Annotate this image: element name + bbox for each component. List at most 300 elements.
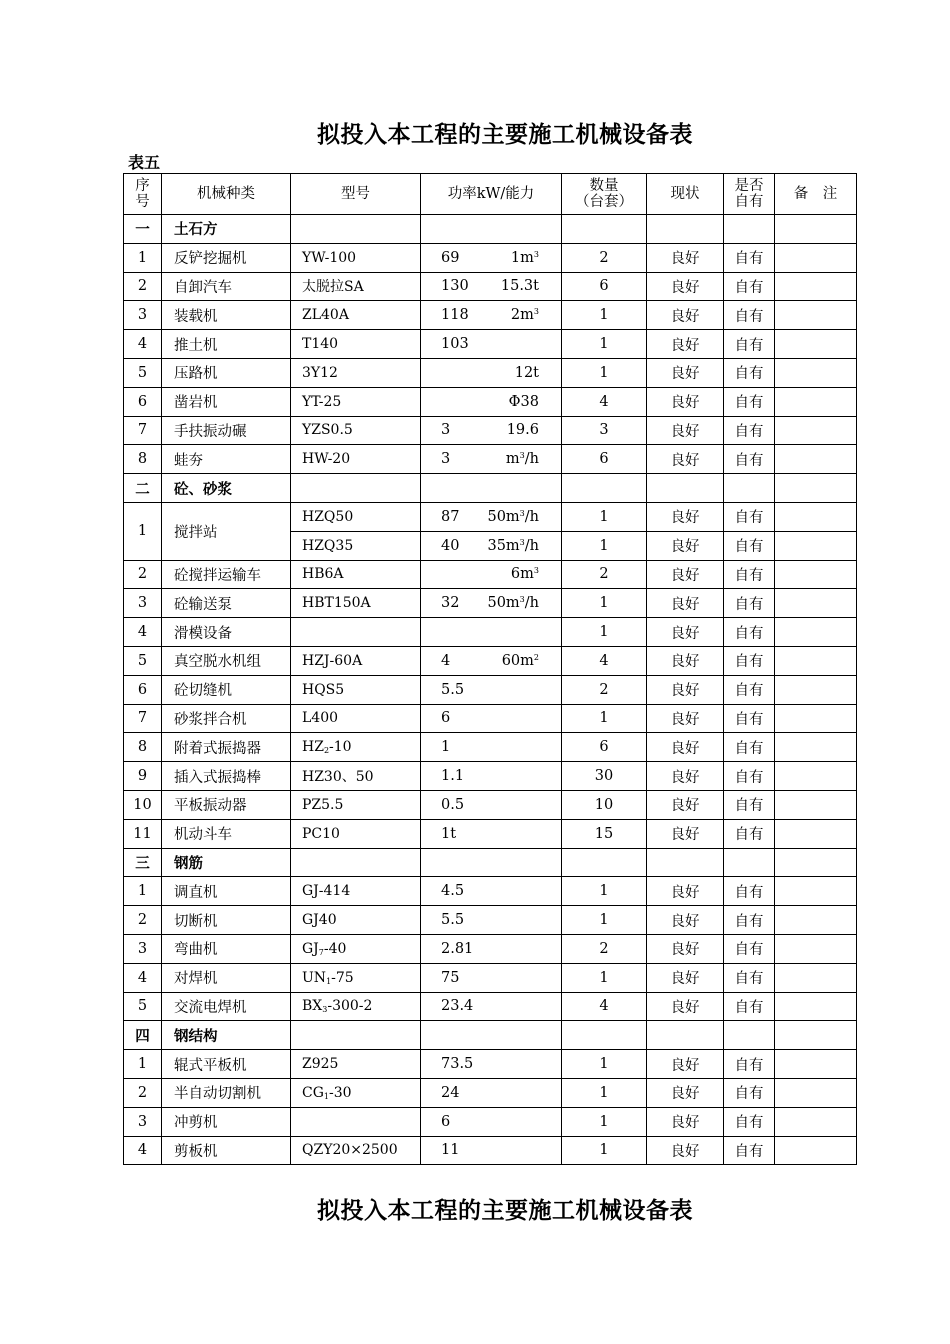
- machine-model: YW-100: [291, 243, 421, 272]
- power-capacity: [421, 877, 562, 906]
- machine-type: 搅拌站: [162, 502, 291, 560]
- header-owned: 是否 自有: [724, 174, 775, 215]
- remark: [775, 877, 857, 906]
- quantity: 3: [562, 416, 647, 445]
- ownership: 自有: [724, 934, 775, 963]
- condition: 良好: [647, 762, 724, 791]
- condition: 良好: [647, 243, 724, 272]
- section-seq: 三: [124, 848, 162, 877]
- empty-cell: [724, 848, 775, 877]
- power-value: 4.5: [441, 883, 465, 900]
- power-value: 118: [441, 307, 469, 324]
- remark: [775, 560, 857, 589]
- quantity: 4: [562, 387, 647, 416]
- power-value: 24: [441, 1084, 460, 1101]
- machine-model: YT-25: [291, 387, 421, 416]
- quantity: 1: [562, 704, 647, 733]
- ownership: 自有: [724, 733, 775, 762]
- machine-type: 砂浆拌合机: [162, 704, 291, 733]
- row-seq: 11: [124, 819, 162, 848]
- power-value: 5.5: [441, 912, 465, 929]
- table-row: [124, 502, 857, 531]
- table-row: [124, 272, 857, 301]
- machine-type: 平板振动器: [162, 790, 291, 819]
- table-row: [124, 445, 857, 474]
- remark: [775, 272, 857, 301]
- section-name: 土石方: [162, 215, 291, 244]
- condition: 良好: [647, 531, 724, 560]
- machine-type: 砼输送泵: [162, 589, 291, 618]
- row-seq: 9: [124, 762, 162, 791]
- machine-type: 机动斗车: [162, 819, 291, 848]
- machine-type: 砼切缝机: [162, 675, 291, 704]
- condition: 良好: [647, 1107, 724, 1136]
- remark: [775, 646, 857, 675]
- ownership: 自有: [724, 358, 775, 387]
- ownership: 自有: [724, 819, 775, 848]
- capacity-value: $50m^3/h$: [487, 595, 539, 612]
- machine-type: 调直机: [162, 877, 291, 906]
- table-row: [124, 1136, 857, 1165]
- machine-model: Z925: [291, 1050, 421, 1079]
- row-seq: 8: [124, 445, 162, 474]
- table-row: [124, 1078, 857, 1107]
- table-row: [124, 589, 857, 618]
- machine-model: $BX_3-300-2$: [291, 992, 421, 1021]
- remark: [775, 819, 857, 848]
- power-capacity: [421, 531, 562, 560]
- capacity-value: $1m^3$: [510, 249, 539, 266]
- power-value: 40: [441, 537, 460, 554]
- condition: 良好: [647, 272, 724, 301]
- power-capacity: [421, 934, 562, 963]
- power-value: 73.5: [441, 1056, 474, 1072]
- machine-model: ZL40A: [291, 301, 421, 330]
- row-seq: 5: [124, 992, 162, 1021]
- condition: 良好: [647, 560, 724, 589]
- remark: [775, 906, 857, 935]
- power-value: 3: [441, 451, 451, 468]
- capacity-value: 15.3t: [500, 278, 539, 295]
- power-value: 69: [441, 249, 460, 266]
- empty-cell: [421, 848, 562, 877]
- quantity: 2: [562, 560, 647, 589]
- power-value: 3: [441, 422, 451, 439]
- condition: 良好: [647, 934, 724, 963]
- power-capacity: [421, 618, 562, 647]
- power-capacity: [421, 762, 562, 791]
- power-capacity: [421, 358, 562, 387]
- row-seq: 7: [124, 704, 162, 733]
- power-value: 32: [441, 595, 460, 612]
- condition: 良好: [647, 906, 724, 935]
- machine-model: $CG_1-30$: [291, 1078, 421, 1107]
- remark: [775, 1050, 857, 1079]
- row-seq: 3: [124, 1107, 162, 1136]
- table-row: [124, 733, 857, 762]
- machine-type: 剪板机: [162, 1136, 291, 1165]
- power-value: 103: [441, 336, 469, 353]
- machine-type: 滑模设备: [162, 618, 291, 647]
- remark: [775, 733, 857, 762]
- power-capacity: [421, 675, 562, 704]
- power-value: 0.5: [441, 796, 465, 813]
- section-name: 砼、砂浆: [162, 474, 291, 503]
- row-seq: 4: [124, 963, 162, 992]
- empty-cell: [562, 848, 647, 877]
- power-capacity: [421, 330, 562, 359]
- machine-type: 凿岩机: [162, 387, 291, 416]
- quantity: 2: [562, 243, 647, 272]
- remark: [775, 790, 857, 819]
- quantity: 4: [562, 992, 647, 1021]
- machine-model: YZS0.5: [291, 416, 421, 445]
- machine-type: 反铲挖掘机: [162, 243, 291, 272]
- machine-type: 自卸汽车: [162, 272, 291, 301]
- machine-type: 弯曲机: [162, 934, 291, 963]
- machine-model: HZQ50: [291, 502, 421, 531]
- capacity-value: 12t: [514, 364, 539, 381]
- table-row: [124, 243, 857, 272]
- empty-cell: [724, 1021, 775, 1050]
- row-seq: 4: [124, 1136, 162, 1165]
- condition: 良好: [647, 1050, 724, 1079]
- table-row: [124, 790, 857, 819]
- condition: 良好: [647, 502, 724, 531]
- empty-cell: [291, 848, 421, 877]
- ownership: 自有: [724, 877, 775, 906]
- condition: 良好: [647, 877, 724, 906]
- quantity: 1: [562, 618, 647, 647]
- table-row: [124, 963, 857, 992]
- ownership: 自有: [724, 790, 775, 819]
- condition: 良好: [647, 704, 724, 733]
- empty-cell: [775, 474, 857, 503]
- quantity: 10: [562, 790, 647, 819]
- power-capacity: [421, 704, 562, 733]
- remark: [775, 1107, 857, 1136]
- remark: [775, 301, 857, 330]
- empty-cell: [775, 848, 857, 877]
- remark: [775, 1078, 857, 1107]
- quantity: 1: [562, 502, 647, 531]
- quantity: 6: [562, 445, 647, 474]
- row-seq: 1: [124, 877, 162, 906]
- ownership: 自有: [724, 445, 775, 474]
- ownership: 自有: [724, 675, 775, 704]
- machine-type: 装载机: [162, 301, 291, 330]
- capacity-value: $60m^2$: [501, 652, 539, 669]
- row-seq: 5: [124, 358, 162, 387]
- condition: 良好: [647, 589, 724, 618]
- remark: [775, 416, 857, 445]
- empty-cell: [775, 215, 857, 244]
- remark: [775, 675, 857, 704]
- power-capacity: [421, 445, 562, 474]
- power-value: 11: [441, 1142, 460, 1159]
- machine-type: 交流电焊机: [162, 992, 291, 1021]
- power-capacity: [421, 1050, 562, 1079]
- capacity-value: $6m^3$: [510, 566, 539, 583]
- quantity: 1: [562, 531, 647, 560]
- table-row: [124, 387, 857, 416]
- condition: 良好: [647, 445, 724, 474]
- power-capacity: [421, 387, 562, 416]
- row-seq: 2: [124, 906, 162, 935]
- ownership: 自有: [724, 963, 775, 992]
- machine-type: 蛙夯: [162, 445, 291, 474]
- machine-model: 3Y12: [291, 358, 421, 387]
- empty-cell: [724, 215, 775, 244]
- table-row: [124, 906, 857, 935]
- table-row: [124, 618, 857, 647]
- table-label: 表五: [128, 153, 161, 172]
- ownership: 自有: [724, 502, 775, 531]
- remark: [775, 992, 857, 1021]
- empty-cell: [291, 1021, 421, 1050]
- remark: [775, 502, 857, 531]
- header-remark: 备 注: [775, 174, 857, 215]
- table-row: [124, 301, 857, 330]
- power-capacity: [421, 416, 562, 445]
- power-capacity: [421, 243, 562, 272]
- empty-cell: [775, 1021, 857, 1050]
- quantity: 1: [562, 877, 647, 906]
- power-capacity: [421, 992, 562, 1021]
- machine-model: T140: [291, 330, 421, 359]
- machine-model: L400: [291, 704, 421, 733]
- remark: [775, 330, 857, 359]
- table-row: [124, 330, 857, 359]
- machine-type: 推土机: [162, 330, 291, 359]
- condition: 良好: [647, 733, 724, 762]
- remark: [775, 589, 857, 618]
- remark: [775, 531, 857, 560]
- power-capacity: [421, 646, 562, 675]
- table-row: [124, 819, 857, 848]
- section-name: 钢筋: [162, 848, 291, 877]
- remark: [775, 1136, 857, 1165]
- condition: 良好: [647, 1136, 724, 1165]
- row-seq: 2: [124, 272, 162, 301]
- quantity: 1: [562, 1078, 647, 1107]
- machine-type: 砼搅拌运输车: [162, 560, 291, 589]
- row-seq: 3: [124, 301, 162, 330]
- row-seq: 4: [124, 330, 162, 359]
- power-value: 6: [441, 1113, 451, 1130]
- table-row: [124, 416, 857, 445]
- header-seq: 序 号: [124, 174, 162, 215]
- power-capacity: [421, 589, 562, 618]
- machine-type: 对焊机: [162, 963, 291, 992]
- row-seq: 4: [124, 618, 162, 647]
- row-seq: 1: [124, 502, 162, 560]
- machine-model: $HZ_2-10$: [291, 733, 421, 762]
- equipment-table: [123, 173, 857, 1165]
- section-name: 钢结构: [162, 1021, 291, 1050]
- ownership: 自有: [724, 618, 775, 647]
- condition: 良好: [647, 646, 724, 675]
- table-row: [124, 762, 857, 791]
- power-capacity: [421, 1136, 562, 1165]
- capacity-value: Φ38: [508, 393, 539, 410]
- condition: 良好: [647, 790, 724, 819]
- machine-model: PZ5.5: [291, 790, 421, 819]
- power-value: 4: [441, 652, 451, 669]
- ownership: 自有: [724, 531, 775, 560]
- ownership: 自有: [724, 387, 775, 416]
- machine-type: 附着式振捣器: [162, 733, 291, 762]
- quantity: 4: [562, 646, 647, 675]
- power-capacity: [421, 963, 562, 992]
- table-header-row: [124, 174, 857, 215]
- row-seq: 2: [124, 560, 162, 589]
- machine-model: $UN_1-75$: [291, 963, 421, 992]
- condition: 良好: [647, 330, 724, 359]
- quantity: 1: [562, 301, 647, 330]
- row-seq: 5: [124, 646, 162, 675]
- machine-type: 压路机: [162, 358, 291, 387]
- table-row: [124, 1107, 857, 1136]
- row-seq: 8: [124, 733, 162, 762]
- empty-cell: [291, 474, 421, 503]
- machine-model: HQS5: [291, 675, 421, 704]
- capacity-value: $35m^3/h$: [487, 537, 539, 554]
- power-capacity: [421, 906, 562, 935]
- capacity-value: $50m^3/h$: [487, 508, 539, 525]
- quantity: 2: [562, 675, 647, 704]
- ownership: 自有: [724, 704, 775, 733]
- power-capacity: [421, 272, 562, 301]
- ownership: 自有: [724, 330, 775, 359]
- machine-model: HZQ35: [291, 531, 421, 560]
- machine-type: 切断机: [162, 906, 291, 935]
- power-capacity: [421, 819, 562, 848]
- power-value: 1.1: [441, 768, 465, 785]
- header-qty: 数量 （台套）: [562, 174, 647, 215]
- section-row: [124, 1021, 857, 1050]
- table-row: [124, 560, 857, 589]
- quantity: 2: [562, 934, 647, 963]
- quantity: 1: [562, 1136, 647, 1165]
- ownership: 自有: [724, 906, 775, 935]
- machine-model: $GJ_7-40$: [291, 934, 421, 963]
- machine-type: 手扶振动碾: [162, 416, 291, 445]
- ownership: 自有: [724, 1136, 775, 1165]
- table-row: [124, 877, 857, 906]
- empty-cell: [647, 848, 724, 877]
- remark: [775, 704, 857, 733]
- condition: 良好: [647, 819, 724, 848]
- empty-cell: [562, 215, 647, 244]
- power-capacity: [421, 301, 562, 330]
- header-power: 功率kW/能力: [421, 174, 562, 215]
- row-seq: 3: [124, 589, 162, 618]
- machine-type: 冲剪机: [162, 1107, 291, 1136]
- machine-model: GJ40: [291, 906, 421, 935]
- machine-type: 半自动切割机: [162, 1078, 291, 1107]
- condition: 良好: [647, 963, 724, 992]
- table-row: [124, 934, 857, 963]
- header-type: 机械种类: [162, 174, 291, 215]
- remark: [775, 445, 857, 474]
- remark: [775, 762, 857, 791]
- ownership: 自有: [724, 243, 775, 272]
- remark: [775, 243, 857, 272]
- table-row: [124, 646, 857, 675]
- table-row: [124, 992, 857, 1021]
- condition: 良好: [647, 992, 724, 1021]
- quantity: 15: [562, 819, 647, 848]
- empty-cell: [724, 474, 775, 503]
- ownership: 自有: [724, 416, 775, 445]
- quantity: 6: [562, 272, 647, 301]
- section-seq: 一: [124, 215, 162, 244]
- table-row: [124, 675, 857, 704]
- machine-model: PC10: [291, 819, 421, 848]
- power-capacity: [421, 1107, 562, 1136]
- machine-type: 插入式振捣棒: [162, 762, 291, 791]
- quantity: 1: [562, 358, 647, 387]
- table-row: [124, 704, 857, 733]
- condition: 良好: [647, 387, 724, 416]
- empty-cell: [647, 1021, 724, 1050]
- machine-model: HZ30、50: [291, 762, 421, 791]
- row-seq: 1: [124, 243, 162, 272]
- ownership: 自有: [724, 762, 775, 791]
- condition: 良好: [647, 1078, 724, 1107]
- power-capacity: [421, 1078, 562, 1107]
- power-value: 6: [441, 710, 451, 727]
- power-value: 1: [441, 739, 451, 756]
- row-seq: 3: [124, 934, 162, 963]
- remark: [775, 358, 857, 387]
- header-status: 现状: [647, 174, 724, 215]
- row-seq: 1: [124, 1050, 162, 1079]
- condition: 良好: [647, 416, 724, 445]
- empty-cell: [647, 215, 724, 244]
- section-row: [124, 474, 857, 503]
- quantity: 1: [562, 906, 647, 935]
- quantity: 1: [562, 1050, 647, 1079]
- power-capacity: [421, 560, 562, 589]
- section-seq: 二: [124, 474, 162, 503]
- power-value: 2.81: [441, 940, 474, 957]
- capacity-value: $2m^3$: [510, 307, 539, 324]
- table-row: [124, 358, 857, 387]
- remark: [775, 387, 857, 416]
- quantity: 1: [562, 589, 647, 618]
- empty-cell: [421, 474, 562, 503]
- ownership: 自有: [724, 560, 775, 589]
- machine-model: HB6A: [291, 560, 421, 589]
- quantity: 1: [562, 330, 647, 359]
- row-seq: 6: [124, 387, 162, 416]
- empty-cell: [421, 1021, 562, 1050]
- empty-cell: [647, 474, 724, 503]
- quantity: 30: [562, 762, 647, 791]
- power-value: 5.5: [441, 681, 465, 698]
- ownership: 自有: [724, 272, 775, 301]
- machine-type: 真空脱水机组: [162, 646, 291, 675]
- power-value: 23.4: [441, 998, 474, 1015]
- ownership: 自有: [724, 1107, 775, 1136]
- table-row: [124, 1050, 857, 1079]
- power-value: 130: [441, 278, 469, 295]
- quantity: 1: [562, 963, 647, 992]
- empty-cell: [291, 215, 421, 244]
- machine-model: HBT150A: [291, 589, 421, 618]
